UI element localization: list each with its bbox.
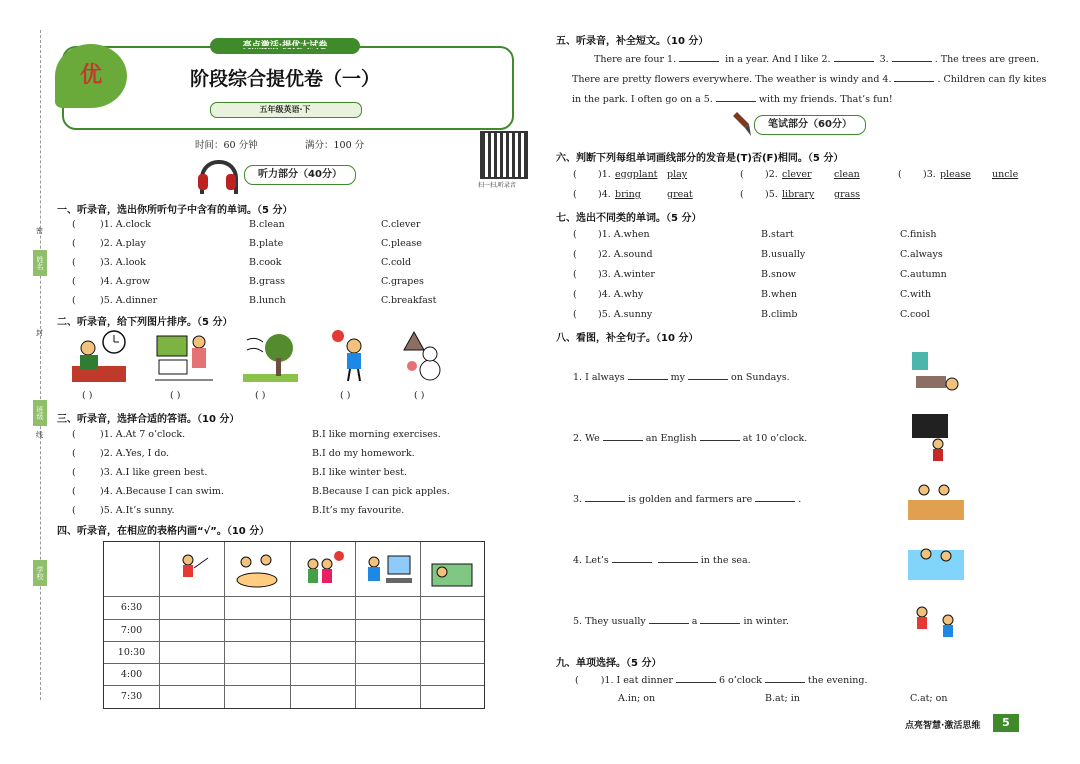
option-a: )5. A.dinner bbox=[100, 295, 158, 306]
answer-paren[interactable]: ( bbox=[72, 257, 76, 268]
section-3-title: 三、听录音，选择合适的答语。（10 分） bbox=[57, 414, 240, 425]
s9-blank-2[interactable] bbox=[765, 673, 805, 683]
option-a: )2. A.Yes, I do. bbox=[100, 448, 170, 459]
answer-paren[interactable]: ( bbox=[72, 486, 76, 497]
option-b: B.snow bbox=[761, 269, 796, 280]
option-b: B.grass bbox=[249, 276, 286, 287]
sentence-part: 3. bbox=[573, 494, 583, 505]
option-a: )3. A.look bbox=[100, 257, 146, 268]
headphone-cup-right bbox=[226, 174, 236, 190]
picture-snowman bbox=[402, 330, 447, 382]
option-b: B.I do my homework. bbox=[312, 448, 415, 459]
binding-line bbox=[40, 30, 41, 700]
option-c: C.finish bbox=[900, 229, 937, 240]
s9-option-c: C.at; on bbox=[910, 693, 948, 704]
section-2-title: 二、听录音，给下列图片排序。（5 分） bbox=[57, 317, 233, 328]
listening-title: 听力部分（40分） bbox=[244, 165, 356, 185]
qr-code-icon bbox=[480, 131, 528, 179]
picture-winter-fun bbox=[908, 598, 964, 642]
item-number: )3. bbox=[923, 169, 936, 180]
picture-sunny-child bbox=[330, 328, 370, 383]
answer-paren[interactable]: ( bbox=[72, 448, 76, 459]
answer-paren[interactable]: ( bbox=[72, 429, 76, 440]
word-2: clean bbox=[834, 169, 860, 180]
option-b: B.plate bbox=[249, 238, 284, 249]
answer-paren[interactable]: ( bbox=[740, 169, 744, 180]
option-b: B.when bbox=[761, 289, 797, 300]
answer-paren[interactable]: ( bbox=[72, 238, 76, 249]
time-5: 7:30 bbox=[120, 691, 143, 702]
s9-q2: 6 o’clock bbox=[718, 675, 762, 686]
option-b: B.cook bbox=[249, 257, 282, 268]
sentence-part: in winter. bbox=[743, 616, 789, 627]
page-number: 5 bbox=[993, 714, 1019, 732]
option-a: )4. A.why bbox=[598, 289, 644, 300]
picture-clock-breakfast bbox=[70, 328, 128, 383]
option-b: B.usually bbox=[761, 249, 806, 260]
blank-5[interactable] bbox=[716, 92, 756, 102]
sentence-part: 5. They usually bbox=[573, 616, 646, 627]
item-number: )5. bbox=[765, 189, 778, 200]
answer-paren[interactable]: ( bbox=[573, 309, 577, 320]
option-b: B.clean bbox=[249, 219, 285, 230]
option-a: )1. A.clock bbox=[100, 219, 151, 230]
s9-option-a: A.in; on bbox=[618, 693, 656, 704]
answer-blank[interactable] bbox=[700, 614, 740, 624]
footer-slogan: 点亮智慧·激活思维 bbox=[905, 721, 981, 731]
option-c: C.clever bbox=[381, 219, 421, 230]
passage-line-1 bbox=[594, 52, 1039, 65]
order-bracket[interactable]: ( ) bbox=[340, 390, 351, 401]
answer-blank[interactable] bbox=[628, 370, 668, 380]
picture-sentence bbox=[573, 553, 751, 566]
blank-4[interactable] bbox=[894, 72, 934, 82]
page-title: 阶段综合提优卷（一） bbox=[190, 68, 381, 90]
time-3: 10:30 bbox=[117, 647, 146, 658]
option-a: )1. A.when bbox=[598, 229, 650, 240]
exam-score: 满分：100 分 bbox=[305, 140, 365, 151]
answer-paren[interactable]: ( bbox=[72, 276, 76, 287]
picture-swimming bbox=[908, 538, 964, 580]
option-a: )3. A.winter bbox=[598, 269, 655, 280]
pencil-icon bbox=[733, 110, 753, 140]
picture-computer bbox=[362, 550, 414, 590]
option-b: B.I like morning exercises. bbox=[312, 429, 441, 440]
word-1: bring bbox=[615, 189, 641, 200]
picture-sentence bbox=[573, 492, 801, 505]
answer-blank[interactable] bbox=[755, 492, 795, 502]
answer-paren[interactable]: ( bbox=[573, 189, 577, 200]
option-a: )5. A.sunny bbox=[598, 309, 653, 320]
header-banner: 亮点激活·提优大试卷 bbox=[210, 38, 360, 54]
picture-sleeping bbox=[428, 550, 478, 590]
answer-blank[interactable] bbox=[603, 431, 643, 441]
answer-paren[interactable]: ( bbox=[740, 189, 744, 200]
answer-paren[interactable]: ( bbox=[573, 269, 577, 280]
option-a: )2. A.play bbox=[100, 238, 146, 249]
option-b: B.climb bbox=[761, 309, 798, 320]
option-c: C.autumn bbox=[900, 269, 947, 280]
option-c: C.please bbox=[381, 238, 422, 249]
blank-2[interactable] bbox=[834, 52, 874, 62]
seal-char-2: 封 bbox=[36, 329, 43, 337]
picture-autumn-harvest bbox=[908, 478, 964, 520]
answer-blank[interactable] bbox=[649, 614, 689, 624]
order-bracket[interactable]: ( ) bbox=[82, 390, 93, 401]
order-bracket[interactable]: ( ) bbox=[255, 390, 266, 401]
picture-sentence bbox=[573, 370, 790, 383]
passage-line-3 bbox=[572, 92, 893, 105]
section-9-title: 九、单项选择。（5 分） bbox=[556, 658, 662, 669]
answer-paren[interactable]: ( bbox=[898, 169, 902, 180]
answer-blank[interactable] bbox=[700, 431, 740, 441]
picture-family-dinner bbox=[232, 550, 282, 590]
option-a: )2. A.sound bbox=[598, 249, 653, 260]
word-2: great bbox=[667, 189, 693, 200]
s9-q3: the evening. bbox=[807, 675, 868, 686]
option-b: B.Because I can pick apples. bbox=[312, 486, 450, 497]
s9-blank-1[interactable] bbox=[676, 673, 716, 683]
answer-paren[interactable]: ( bbox=[573, 229, 577, 240]
answer-paren[interactable]: ( bbox=[72, 295, 76, 306]
passage-3b: with my friends. That’s fun! bbox=[758, 94, 893, 105]
option-c: C.cool bbox=[900, 309, 930, 320]
passage-line-2 bbox=[572, 72, 1046, 85]
word-2: uncle bbox=[992, 169, 1019, 180]
passage-1c: 3. bbox=[879, 54, 889, 65]
name-label: 姓名 bbox=[33, 250, 47, 276]
item-number: )4. bbox=[598, 189, 611, 200]
seal-char-1: 密 bbox=[36, 227, 43, 235]
option-a: )5. A.It’s sunny. bbox=[100, 505, 175, 516]
option-a: )1. A.At 7 o’clock. bbox=[100, 429, 186, 440]
s9-q: )1. I eat dinner bbox=[600, 675, 673, 686]
s9-option-b: B.at; in bbox=[765, 693, 800, 704]
option-c: C.always bbox=[900, 249, 943, 260]
s9-paren: ( bbox=[575, 675, 579, 686]
option-a: )4. A.grow bbox=[100, 276, 151, 287]
option-b: B.It’s my favourite. bbox=[312, 505, 405, 516]
answer-paren[interactable]: ( bbox=[573, 289, 577, 300]
blank-3[interactable] bbox=[892, 52, 932, 62]
picture-sentence bbox=[573, 614, 789, 627]
sentence-part: 2. We bbox=[573, 433, 600, 444]
section-5-title: 五、听录音，补全短文。（10 分） bbox=[556, 36, 709, 47]
time-2: 7:00 bbox=[120, 625, 143, 636]
answer-blank[interactable] bbox=[658, 553, 698, 563]
subtitle: 五年级英语·下 bbox=[259, 105, 311, 114]
picture-shopping bbox=[155, 330, 213, 382]
answer-blank[interactable] bbox=[585, 492, 625, 502]
item-number: )2. bbox=[765, 169, 778, 180]
word-1: clever bbox=[782, 169, 812, 180]
option-c: C.cold bbox=[381, 257, 412, 268]
option-c: C.with bbox=[900, 289, 932, 300]
activity-time-table bbox=[103, 541, 485, 709]
word-2: play bbox=[667, 169, 688, 180]
option-b: B.I like winter best. bbox=[312, 467, 407, 478]
option-c: C.grapes bbox=[381, 276, 424, 287]
option-a: )4. A.Because I can swim. bbox=[100, 486, 224, 497]
passage-1b: in a year. And I like 2. bbox=[725, 54, 831, 65]
option-a: )3. A.I like green best. bbox=[100, 467, 208, 478]
sentence-part: on Sundays. bbox=[731, 372, 790, 383]
sentence-part: is golden and farmers are bbox=[628, 494, 753, 505]
class-label: 班级 bbox=[33, 400, 47, 426]
sentence-part: a bbox=[691, 616, 698, 627]
answer-paren[interactable]: ( bbox=[72, 219, 76, 230]
passage-1d: . The trees are green. bbox=[934, 54, 1040, 65]
section-1-title: 一、听录音，选出你所听句子中含有的单词。（5 分） bbox=[57, 205, 293, 216]
sentence-part: my bbox=[670, 372, 685, 383]
word-1: library bbox=[782, 189, 815, 200]
picture-badminton bbox=[170, 550, 215, 590]
sentence-part: 4. Let’s bbox=[573, 555, 609, 566]
option-c: C.breakfast bbox=[381, 295, 437, 306]
sentence-part: . bbox=[798, 494, 802, 505]
answer-blank[interactable] bbox=[612, 553, 652, 563]
option-b: B.start bbox=[761, 229, 794, 240]
headphone-cup-left bbox=[198, 174, 208, 190]
passage-1a: There are four 1. bbox=[594, 54, 677, 65]
badge: 优 bbox=[80, 63, 103, 88]
section-8-title: 八、看图，补全句子。（10 分） bbox=[556, 333, 699, 344]
qr-caption: 扫一扫,听录音 bbox=[478, 182, 516, 189]
picture-kids-sunny bbox=[299, 550, 349, 590]
sentence-part: an English bbox=[645, 433, 697, 444]
exam-time: 时间：60 分钟 bbox=[195, 140, 258, 151]
option-b: B.lunch bbox=[249, 295, 286, 306]
writing-title: 笔试部分（60分） bbox=[754, 115, 866, 135]
word-2: grass bbox=[834, 189, 861, 200]
section-4-title: 四、听录音，在相应的表格内画“√”。（10 分） bbox=[57, 526, 270, 537]
time-4: 4:00 bbox=[120, 669, 143, 680]
time-1: 6:30 bbox=[120, 602, 143, 613]
seal-char-3: 线 bbox=[36, 431, 43, 439]
passage-3a: in the park. I often go on a 5. bbox=[572, 94, 713, 105]
passage-2b: . Children can fly kites bbox=[937, 74, 1047, 85]
answer-paren[interactable]: ( bbox=[573, 169, 577, 180]
sentence-part: 1. I always bbox=[573, 372, 625, 383]
picture-windy-tree bbox=[243, 330, 298, 382]
item-number: )1. bbox=[598, 169, 611, 180]
answer-paren[interactable]: ( bbox=[573, 249, 577, 260]
s9-question bbox=[575, 673, 867, 686]
sentence-part: at 10 o’clock. bbox=[742, 433, 808, 444]
section-7-title: 七、选出不同类的单词。（5 分） bbox=[556, 213, 702, 224]
answer-blank[interactable] bbox=[688, 370, 728, 380]
section-6-title: 六、判断下列每组单词画线部分的发音是(T)否(F)相同。（5 分） bbox=[556, 153, 844, 164]
sentence-part: in the sea. bbox=[700, 555, 751, 566]
word-1: please bbox=[940, 169, 971, 180]
school-label: 学校 bbox=[33, 560, 47, 586]
answer-paren[interactable]: ( bbox=[72, 505, 76, 516]
answer-paren[interactable]: ( bbox=[72, 467, 76, 478]
picture-cleaning-room bbox=[910, 350, 962, 396]
word-1: eggplant bbox=[615, 169, 658, 180]
blank-1[interactable] bbox=[679, 52, 719, 62]
picture-sentence bbox=[573, 431, 807, 444]
order-bracket[interactable]: ( ) bbox=[414, 390, 425, 401]
passage-2a: There are pretty flowers everywhere. The weather is windy and 4. bbox=[572, 74, 892, 85]
picture-english-class bbox=[910, 412, 956, 462]
order-bracket[interactable]: ( ) bbox=[170, 390, 181, 401]
